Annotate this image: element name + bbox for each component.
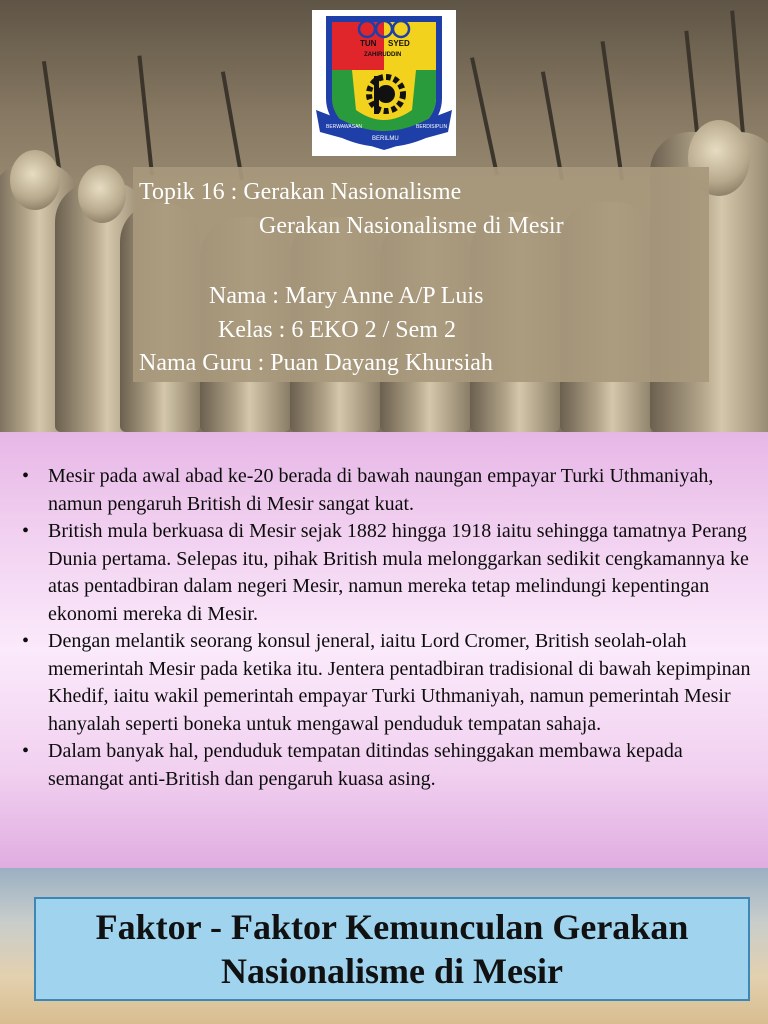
title-slide bbox=[0, 0, 768, 432]
bullet-item-3 bbox=[22, 628, 752, 738]
bullet-text: British mula berkuasa di Mesir sejak 1882 hingga 1918 iaitu sehingga tamatnya Perang Dunia pertama. Selepas itu, pihak British mula melonggarkan sedikit cengkamannya ke atas pentadbiran dalam negeri Mesir, namun mereka tetap melindungi kepentingan ekonomi mereka di Mesir. bbox=[48, 520, 749, 625]
topic-title: Topik 16 : Gerakan Nasionalisme bbox=[139, 179, 462, 205]
section-title-line-2: Nasionalisme di Mesir bbox=[221, 951, 563, 991]
bullet-text: Dalam banyak hal, penduduk tempatan ditindas sehinggakan membawa kepada semangat anti-British dan pengaruh kuasa asing. bbox=[48, 740, 683, 790]
bullet-text: Mesir pada awal abad ke-20 berada di bawah naungan empayar Turki Uthmaniyah, namun pengaruh British di Mesir sangat kuat. bbox=[48, 465, 714, 515]
teacher-name: Nama Guru : Puan Dayang Khursiah bbox=[139, 350, 493, 376]
student-name: Nama : Mary Anne A/P Luis bbox=[209, 283, 484, 309]
bullet-icon: • bbox=[22, 465, 30, 487]
school-crest-icon bbox=[312, 10, 456, 156]
student-class: Kelas : 6 EKO 2 / Sem 2 bbox=[218, 317, 456, 343]
svg-text:BERILMU: BERILMU bbox=[372, 136, 399, 142]
bullet-item-1 bbox=[22, 463, 752, 518]
svg-text:SYED: SYED bbox=[388, 39, 410, 48]
bullet-icon: • bbox=[22, 740, 30, 762]
svg-text:ZAHIRUDDIN: ZAHIRUDDIN bbox=[364, 52, 402, 58]
content-slide bbox=[0, 432, 768, 868]
svg-text:BERWAWASAN: BERWAWASAN bbox=[326, 124, 363, 130]
topic-info-box bbox=[133, 167, 709, 382]
bullet-item-4 bbox=[22, 738, 752, 793]
section-title-box bbox=[34, 897, 750, 1001]
heading-slide bbox=[0, 868, 768, 1024]
bullet-text: Dengan melantik seorang konsul jeneral, iaitu Lord Cromer, British seolah-olah memerintah Mesir pada ketika itu. Jentera pentadbiran tradisional di bawah kepimpinan Khedif, iaitu wakil pemerintah empayar Turki Uthmaniyah, namun pemerintah Mesir hanyalah seperti boneka untuk mengawal penduduk tempatan sahaja. bbox=[48, 630, 751, 735]
bullet-item-2 bbox=[22, 518, 752, 628]
bullet-list bbox=[22, 463, 752, 793]
school-logo bbox=[312, 10, 456, 156]
subtopic-title: Gerakan Nasionalisme di Mesir bbox=[259, 213, 564, 239]
section-title-line-1: Faktor - Faktor Kemunculan Gerakan bbox=[95, 907, 689, 947]
svg-text:TUN: TUN bbox=[360, 39, 377, 48]
bullet-icon: • bbox=[22, 520, 30, 542]
bullet-icon: • bbox=[22, 630, 30, 652]
svg-text:BERDISIPLIN: BERDISIPLIN bbox=[416, 124, 448, 130]
